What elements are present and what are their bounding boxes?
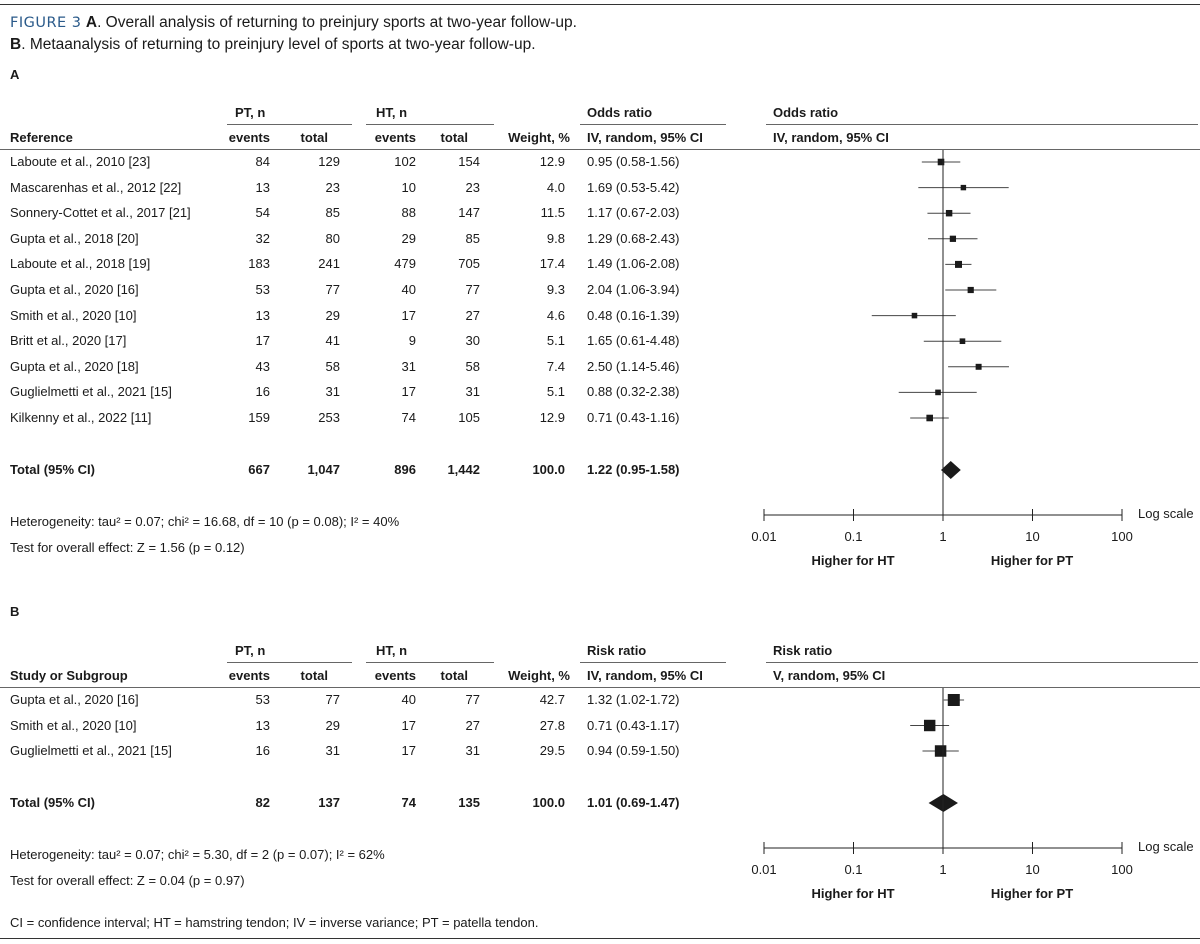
- total-label: Total (95% CI): [10, 795, 95, 810]
- pt-total: 23: [325, 179, 340, 195]
- effect-marker: [955, 261, 962, 268]
- header-events-1: events: [228, 130, 270, 145]
- weight-value: 42.7: [539, 692, 565, 707]
- header-group2: HT, n: [376, 105, 408, 120]
- weight-value: 4.0: [546, 179, 565, 195]
- panel-letter-a: A: [10, 67, 20, 82]
- ci-text: 1.29 (0.68-2.43): [587, 230, 680, 246]
- ci-text: 0.88 (0.32-2.38): [587, 384, 680, 400]
- weight-value: 12.9: [539, 410, 565, 425]
- favours-pt-label: Higher for PT: [990, 886, 1074, 901]
- weight-value: 5.1: [546, 384, 565, 400]
- weight-value: 27.8: [539, 717, 565, 733]
- footnote: CI = confidence interval; HT = hamstring tendon; IV = inverse variance; PT = patella tendon.: [10, 915, 539, 930]
- header-plot: Risk ratio: [773, 643, 833, 658]
- effect-marker: [976, 364, 982, 370]
- header-group2: HT, n: [376, 643, 408, 658]
- favours-ht-label: Higher for HT: [811, 553, 895, 568]
- header-weight: Weight, %: [508, 668, 570, 683]
- pt-total: 29: [325, 307, 340, 323]
- ci-text: 1.17 (0.67-2.03): [587, 205, 680, 221]
- ht-events: 10: [401, 179, 416, 195]
- ci-text: 1.22 (0.95-1.58): [587, 462, 680, 477]
- log-scale-label: Log scale: [1138, 839, 1194, 854]
- study-name: Kilkenny et al., 2022 [11]: [10, 410, 152, 425]
- pt-events: 16: [255, 384, 270, 400]
- ci-text: 1.32 (1.02-1.72): [587, 692, 680, 707]
- heterogeneity-text: Heterogeneity: tau² = 0.07; chi² = 5.30, df = 2 (p = 0.07); I² = 62%: [10, 847, 385, 862]
- axis-tick-label: 0.01: [751, 862, 777, 877]
- study-name: Laboute et al., 2018 [19]: [10, 256, 151, 272]
- ht-events: 896: [394, 462, 416, 477]
- pt-events: 667: [248, 462, 270, 477]
- weight-value: 12.9: [539, 154, 565, 169]
- weight-value: 4.6: [546, 307, 565, 323]
- header-events-2: events: [374, 668, 416, 683]
- overall-effect-text: Test for overall effect: Z = 0.04 (p = 0.97): [10, 873, 245, 888]
- plot-underline: [766, 124, 1198, 125]
- effect-marker: [926, 415, 933, 422]
- pt-total: 31: [325, 743, 340, 758]
- effect-marker: [968, 287, 974, 293]
- weight-value: 17.4: [539, 256, 565, 272]
- axis-tick-label: 10: [1025, 529, 1040, 544]
- effect-marker: [961, 185, 966, 190]
- header-group1: PT, n: [235, 105, 266, 120]
- pt-total: 41: [325, 333, 340, 349]
- heterogeneity-text: Heterogeneity: tau² = 0.07; chi² = 16.68, df = 10 (p = 0.08); I² = 40%: [10, 514, 400, 529]
- header-effect: Odds ratio: [587, 105, 653, 120]
- ht-total: 27: [465, 307, 480, 323]
- axis-tick-label: 0.1: [844, 862, 863, 877]
- study-name: Britt et al., 2020 [17]: [10, 333, 127, 349]
- weight-value: 7.4: [546, 358, 565, 374]
- favours-pt-label: Higher for PT: [990, 553, 1074, 568]
- pt-events: 82: [255, 795, 270, 810]
- ht-events: 74: [401, 795, 416, 810]
- pt-total: 137: [318, 795, 340, 810]
- pt-total: 77: [325, 282, 340, 297]
- total-label: Total (95% CI): [10, 462, 95, 477]
- ci-text: 1.49 (1.06-2.08): [587, 256, 680, 272]
- figure-label: FIGURE 3: [10, 15, 82, 31]
- figure-caption: [10, 12, 577, 56]
- pt-total: 241: [318, 256, 340, 272]
- study-name: Guglielmetti et al., 2021 [15]: [10, 384, 172, 400]
- study-name: Smith et al., 2020 [10]: [10, 307, 137, 323]
- ht-events: 29: [401, 230, 416, 246]
- ht-total: 31: [465, 743, 480, 758]
- top-rule: [0, 4, 1200, 5]
- ht-events: 31: [401, 358, 416, 374]
- study-name: Sonnery-Cottet et al., 2017 [21]: [10, 205, 191, 221]
- pt-events: 54: [255, 205, 270, 221]
- header-group1: PT, n: [235, 643, 266, 658]
- pt-events: 53: [255, 282, 270, 297]
- header-plot-method: V, random, 95% CI: [773, 668, 886, 683]
- pt-events: 183: [248, 256, 270, 272]
- axis-tick-label: 1: [939, 529, 947, 544]
- axis-tick-label: 10: [1025, 862, 1040, 877]
- ht-total: 85: [465, 230, 480, 246]
- header-total-1: total: [300, 668, 328, 683]
- pt-events: 16: [255, 743, 270, 758]
- ht-events: 88: [401, 205, 416, 221]
- header-weight: Weight, %: [508, 130, 570, 145]
- pt-events: 32: [255, 230, 270, 246]
- pt-events: 84: [255, 154, 270, 169]
- ht-total: 77: [465, 692, 480, 707]
- caption-text-a: . Overall analysis of returning to preinjury sports at two-year follow-up.: [97, 14, 577, 31]
- study-name: Gupta et al., 2020 [16]: [10, 692, 139, 707]
- axis-tick-label: 100: [1111, 862, 1133, 877]
- header-divider: [0, 149, 1200, 150]
- study-name: Mascarenhas et al., 2012 [22]: [10, 179, 182, 195]
- effect-underline: [580, 124, 726, 125]
- ht-events: 17: [401, 307, 416, 323]
- study-name: Gupta et al., 2018 [20]: [10, 230, 139, 246]
- pt-events: 159: [248, 410, 270, 425]
- ci-text: 0.71 (0.43-1.16): [587, 410, 680, 425]
- weight-value: 29.5: [539, 743, 565, 758]
- effect-underline: [580, 662, 726, 663]
- weight-value: 11.5: [540, 205, 565, 221]
- ci-text: 1.65 (0.61-4.48): [587, 333, 680, 349]
- bottom-rule: [0, 938, 1200, 939]
- effect-marker: [950, 236, 956, 242]
- effect-marker: [935, 390, 941, 396]
- effect-marker: [935, 745, 946, 756]
- ci-text: 0.48 (0.16-1.39): [587, 307, 680, 323]
- weight-value: 9.8: [546, 230, 565, 246]
- group1-underline: [227, 662, 352, 663]
- header-plot: Odds ratio: [773, 105, 839, 120]
- header-method: IV, random, 95% CI: [587, 668, 703, 683]
- study-name: Gupta et al., 2020 [16]: [10, 282, 139, 297]
- ci-text: 2.50 (1.14-5.46): [587, 358, 680, 374]
- pt-total: 77: [325, 692, 340, 707]
- header-events-2: events: [374, 130, 416, 145]
- header-study: Study or Subgroup: [10, 668, 128, 683]
- caption-line-1: [10, 12, 577, 34]
- ht-events: 17: [401, 384, 416, 400]
- effect-marker: [924, 720, 935, 731]
- ht-total: 27: [465, 717, 480, 733]
- effect-marker: [960, 338, 966, 344]
- pt-total: 129: [318, 154, 340, 169]
- effect-marker: [946, 210, 952, 216]
- ht-total: 705: [458, 256, 480, 272]
- ht-total: 58: [465, 358, 480, 374]
- group2-underline: [366, 124, 494, 125]
- axis-tick-label: 0.01: [751, 529, 777, 544]
- header-effect: Risk ratio: [587, 643, 647, 658]
- group2-underline: [366, 662, 494, 663]
- total-diamond: [941, 461, 961, 479]
- pt-total: 253: [318, 410, 340, 425]
- axis-tick-label: 100: [1111, 529, 1133, 544]
- favours-ht-label: Higher for HT: [811, 886, 895, 901]
- pt-events: 13: [255, 307, 270, 323]
- ht-events: 17: [401, 717, 416, 733]
- ht-events: 102: [394, 154, 416, 169]
- ci-text: 1.01 (0.69-1.47): [587, 795, 680, 810]
- ci-text: 2.04 (1.06-3.94): [587, 282, 680, 297]
- panel-letter-b: B: [10, 604, 20, 619]
- pt-events: 13: [255, 179, 270, 195]
- pt-total: 31: [325, 384, 340, 400]
- pt-total: 58: [325, 358, 340, 374]
- header-total-2: total: [440, 130, 468, 145]
- ht-events: 40: [401, 692, 416, 707]
- pt-total: 85: [325, 205, 340, 221]
- ht-total: 1,442: [447, 462, 480, 477]
- ht-total: 77: [465, 282, 480, 297]
- caption-text-b: . Metaanalysis of returning to preinjury level of sports at two-year follow-up.: [21, 36, 536, 53]
- ci-text: 0.95 (0.58-1.56): [587, 154, 680, 169]
- ht-total: 30: [465, 333, 480, 349]
- ht-total: 23: [465, 179, 480, 195]
- weight-value: 100.0: [532, 795, 565, 810]
- caption-line-2: [10, 34, 577, 56]
- caption-letter-b: B: [10, 36, 22, 53]
- weight-value: 9.3: [546, 282, 565, 297]
- ht-events: 74: [401, 410, 416, 425]
- study-name: Laboute et al., 2010 [23]: [10, 154, 151, 169]
- effect-marker: [948, 694, 960, 706]
- pt-events: 53: [255, 692, 270, 707]
- weight-value: 5.1: [546, 333, 565, 349]
- header-plot-method: IV, random, 95% CI: [773, 130, 889, 145]
- effect-marker: [938, 159, 945, 166]
- ht-events: 9: [408, 333, 416, 349]
- ht-total: 147: [458, 205, 480, 221]
- study-name: Gupta et al., 2020 [18]: [10, 358, 139, 374]
- header-total-1: total: [300, 130, 328, 145]
- axis-tick-label: 1: [939, 862, 947, 877]
- pt-events: 13: [255, 717, 270, 733]
- pt-total: 80: [325, 230, 340, 246]
- log-scale-label: Log scale: [1138, 506, 1194, 521]
- header-total-2: total: [440, 668, 468, 683]
- study-name: Guglielmetti et al., 2021 [15]: [10, 743, 172, 758]
- ht-events: 479: [394, 256, 416, 272]
- header-study: Reference: [10, 130, 73, 145]
- ht-total: 135: [458, 795, 480, 810]
- study-name: Smith et al., 2020 [10]: [10, 717, 137, 733]
- caption-letter-a: A: [85, 14, 98, 31]
- header-method: IV, random, 95% CI: [587, 130, 703, 145]
- ht-events: 17: [401, 743, 416, 758]
- plot-underline: [766, 662, 1198, 663]
- ci-text: 1.69 (0.53-5.42): [587, 179, 680, 195]
- ht-total: 154: [458, 154, 480, 169]
- ci-text: 0.94 (0.59-1.50): [587, 743, 680, 758]
- pt-events: 17: [255, 333, 270, 349]
- effect-marker: [912, 313, 918, 319]
- ht-events: 40: [401, 282, 416, 297]
- ht-total: 31: [465, 384, 480, 400]
- group1-underline: [227, 124, 352, 125]
- pt-total: 29: [325, 717, 340, 733]
- header-divider: [0, 687, 1200, 688]
- header-events-1: events: [228, 668, 270, 683]
- overall-effect-text: Test for overall effect: Z = 1.56 (p = 0.12): [10, 540, 245, 555]
- ht-total: 105: [458, 410, 480, 425]
- axis-tick-label: 0.1: [844, 529, 863, 544]
- pt-total: 1,047: [307, 462, 340, 477]
- total-diamond: [929, 794, 958, 812]
- ci-text: 0.71 (0.43-1.17): [587, 717, 680, 733]
- pt-events: 43: [255, 358, 270, 374]
- weight-value: 100.0: [532, 462, 565, 477]
